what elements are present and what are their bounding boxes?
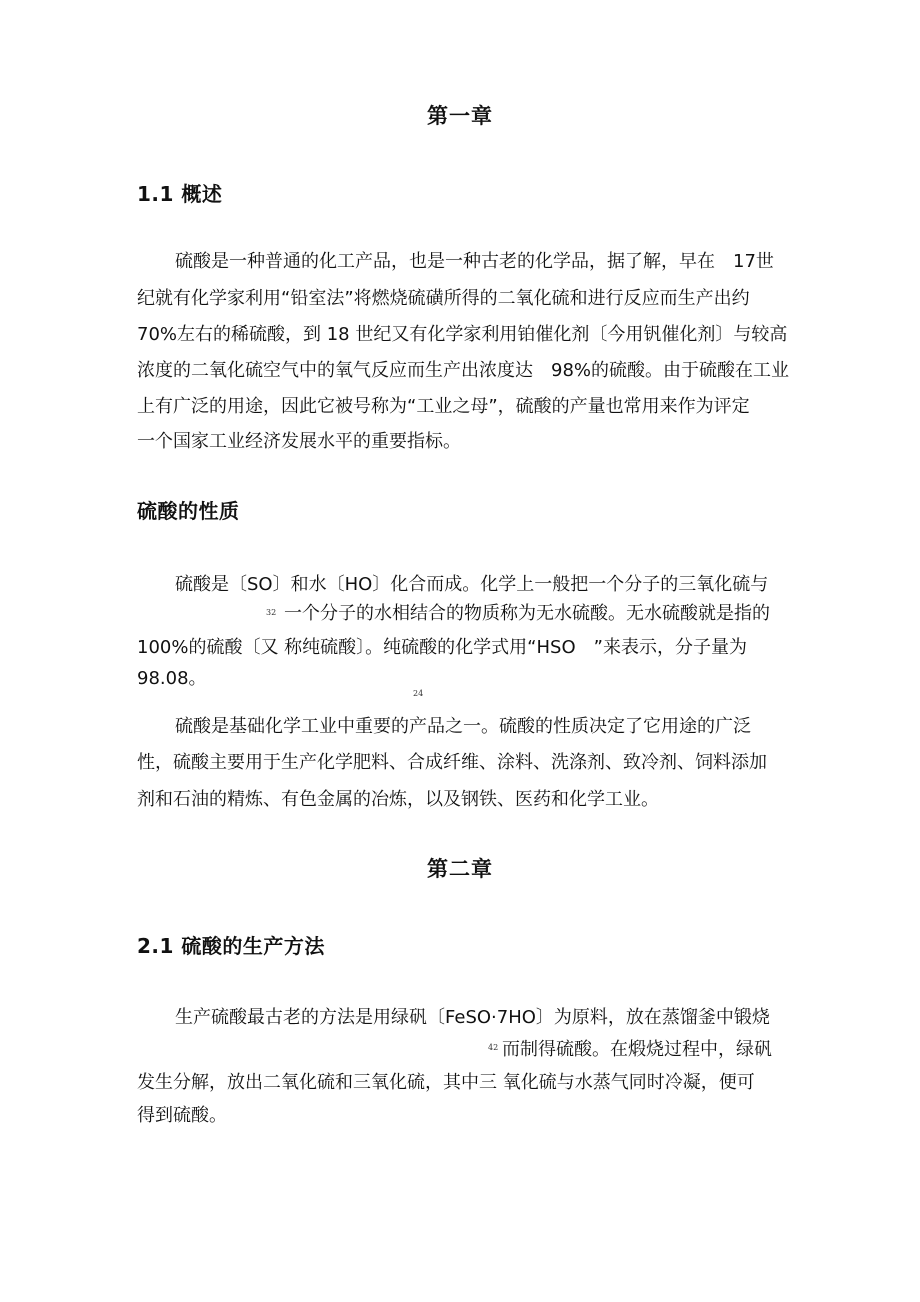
paragraph-line: 上有广泛的用途，因此它被号称为“工业之母”，硫酸的产量也常用来作为评定 <box>137 396 750 417</box>
paragraph-line: 发生分解，放出二氧化硫和三氧化硫，其中三 氧化硫与水蒸气同时冷凝，便可 <box>137 1072 755 1093</box>
section-2-1-heading: 2.1 硫酸的生产方法 <box>137 934 325 958</box>
subscript-marker: 32 <box>266 608 277 617</box>
paragraph-line: 一个国家工业经济发展水平的重要指标。 <box>137 431 461 452</box>
paragraph-line: 硫酸是基础化学工业中重要的产品之一。硫酸的性质决定了它用途的广泛 <box>175 716 751 737</box>
paragraph-line: 一个分子的水相结合的物质称为无水硫酸。无水硫酸就是指的 <box>284 603 770 624</box>
chapter-1-title: 第一章 <box>427 104 493 128</box>
paragraph-line: 纪就有化学家利用“铅室法”将燃烧硫磺所得的二氧化硫和进行反应而生产出约 <box>137 288 750 309</box>
paragraph-line: 98.08。 <box>137 668 207 689</box>
paragraph-line: 生产硫酸最古老的方法是用绿矾〔FeSO·7HO〕为原料，放在蒸馏釜中锻烧 <box>175 1007 770 1028</box>
section-1-1-heading: 1.1 概述 <box>137 182 223 206</box>
subscript-marker: 24 <box>413 689 424 698</box>
paragraph-line: 100%的硫酸〔又 称纯硫酸〕。纯硫酸的化学式用“HSO ”来表示，分子量为 <box>137 637 747 658</box>
chapter-2-title: 第二章 <box>427 857 493 881</box>
paragraph-line: 得到硫酸。 <box>137 1105 227 1126</box>
paragraph-line: 而制得硫酸。在煅烧过程中，绿矾 <box>502 1039 772 1060</box>
paragraph-line: 硫酸是〔SO〕和水〔HO〕化合而成。化学上一般把一个分子的三氧化硫与 <box>175 574 769 595</box>
section-properties-heading: 硫酸的性质 <box>137 499 240 523</box>
subscript-marker: 42 <box>488 1043 499 1052</box>
paragraph-line: 剂和石油的精炼、有色金属的冶炼，以及钢铁、医药和化学工业。 <box>137 789 659 810</box>
paragraph-line: 硫酸是一种普通的化工产品，也是一种古老的化学品，据了解，早在 17世 <box>175 251 774 272</box>
paragraph-line: 70%左右的稀硫酸，到 18 世纪又有化学家利用铂催化剂〔今用钒催化剂〕与较高 <box>137 324 788 345</box>
paragraph-line: 浓度的二氧化硫空气中的氧气反应而生产出浓度达 98%的硫酸。由于硫酸在工业 <box>137 360 790 381</box>
paragraph-line: 性，硫酸主要用于生产化学肥料、合成纤维、涂料、洗涤剂、致冷剂、饲料添加 <box>137 752 767 773</box>
